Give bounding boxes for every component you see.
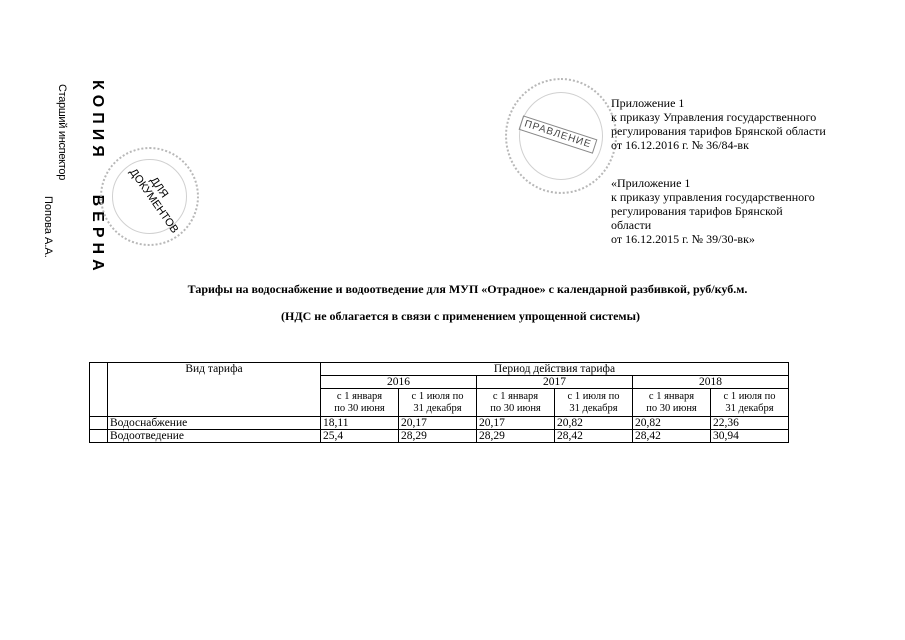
table-cell-value: 22,36 <box>711 417 789 430</box>
table-cell-value: 20,17 <box>477 417 555 430</box>
header-tariff-type: Вид тарифа <box>108 363 321 417</box>
table-header-row <box>90 363 789 376</box>
header-half-second <box>555 389 633 417</box>
appendix-line: Приложение 1 <box>611 96 685 110</box>
header-half-text: 31 декабря <box>413 403 462 414</box>
table-row <box>90 417 789 430</box>
round-seal-documents <box>100 147 199 246</box>
round-seal-management <box>505 78 617 194</box>
appendix-line: от 16.12.2015 г. № 39/30-вк» <box>611 232 755 246</box>
table-cell-value: 20,82 <box>555 417 633 430</box>
table-cell-value: 20,17 <box>399 417 477 430</box>
tariff-table <box>89 362 789 443</box>
appendix-current-order <box>611 96 826 152</box>
header-half-text: по 30 июня <box>646 403 697 414</box>
table-cell-value: 30,94 <box>711 430 789 443</box>
round-seal-documents-label: ДЛЯ ДОКУМЕНТОВ <box>126 166 181 236</box>
table-cell-value: 18,11 <box>321 417 399 430</box>
appendix-previous-order <box>611 176 815 246</box>
header-half-text: с 1 июля по <box>723 391 776 402</box>
appendix-line: «Приложение 1 <box>611 176 691 190</box>
round-seal-management-label: ПРАВЛЕНИЕ <box>519 115 598 153</box>
row-tariff-name: Водоотведение <box>108 430 321 443</box>
header-half-text: с 1 июля по <box>567 391 620 402</box>
header-year: 2017 <box>477 376 633 389</box>
document-subtitle: (НДС не облагается в связи с применением упрощенной системы) <box>281 309 640 323</box>
appendix-line: от 16.12.2016 г. № 36/84-вк <box>611 138 749 152</box>
table-row <box>90 430 789 443</box>
header-half-first <box>321 389 399 417</box>
row-tariff-name: Водоснабжение <box>108 417 321 430</box>
header-period: Период действия тарифа <box>321 363 789 376</box>
header-half-text: с 1 января <box>492 391 539 402</box>
header-half-text: по 30 июня <box>490 403 541 414</box>
header-half-text: 31 декабря <box>569 403 618 414</box>
header-year: 2018 <box>633 376 789 389</box>
appendix-line: к приказу Управления государственного <box>611 110 817 124</box>
table-cell <box>90 430 108 443</box>
table-cell-value: 28,42 <box>555 430 633 443</box>
table-cell-value: 20,82 <box>633 417 711 430</box>
header-half-first <box>477 389 555 417</box>
appendix-line: к приказу управления государственного <box>611 190 815 204</box>
header-half-text: с 1 января <box>336 391 383 402</box>
header-half-text: 31 декабря <box>725 403 774 414</box>
table-cell-value: 28,42 <box>633 430 711 443</box>
table-cell <box>90 417 108 430</box>
header-half-text: по 30 июня <box>334 403 385 414</box>
table-cell <box>90 363 108 417</box>
header-half-text: с 1 июля по <box>411 391 464 402</box>
stamp-copy-name: Попова А.А. <box>42 196 54 258</box>
header-half-first <box>633 389 711 417</box>
table-cell-value: 28,29 <box>477 430 555 443</box>
table-cell-value: 25,4 <box>321 430 399 443</box>
header-year: 2016 <box>321 376 477 389</box>
appendix-line: регулирования тарифов Брянской <box>611 204 783 218</box>
header-half-second <box>711 389 789 417</box>
document-title: Тарифы на водоснабжение и водоотведение для МУП «Отрадное» с календарной разбивкой, руб/куб.м. <box>187 282 748 296</box>
table-cell-value: 28,29 <box>399 430 477 443</box>
stamp-copy-title-line2: ВЕРНА <box>89 194 106 276</box>
stamp-copy-role: Старший инспектор <box>56 84 68 181</box>
appendix-line: области <box>611 218 652 232</box>
header-half-text: с 1 января <box>648 391 695 402</box>
header-half-second <box>399 389 477 417</box>
stamp-copy-title-line1: КОПИЯ <box>89 80 106 162</box>
appendix-line: регулирования тарифов Брянской области <box>611 124 826 138</box>
copy-certified-stamp <box>8 78 108 276</box>
